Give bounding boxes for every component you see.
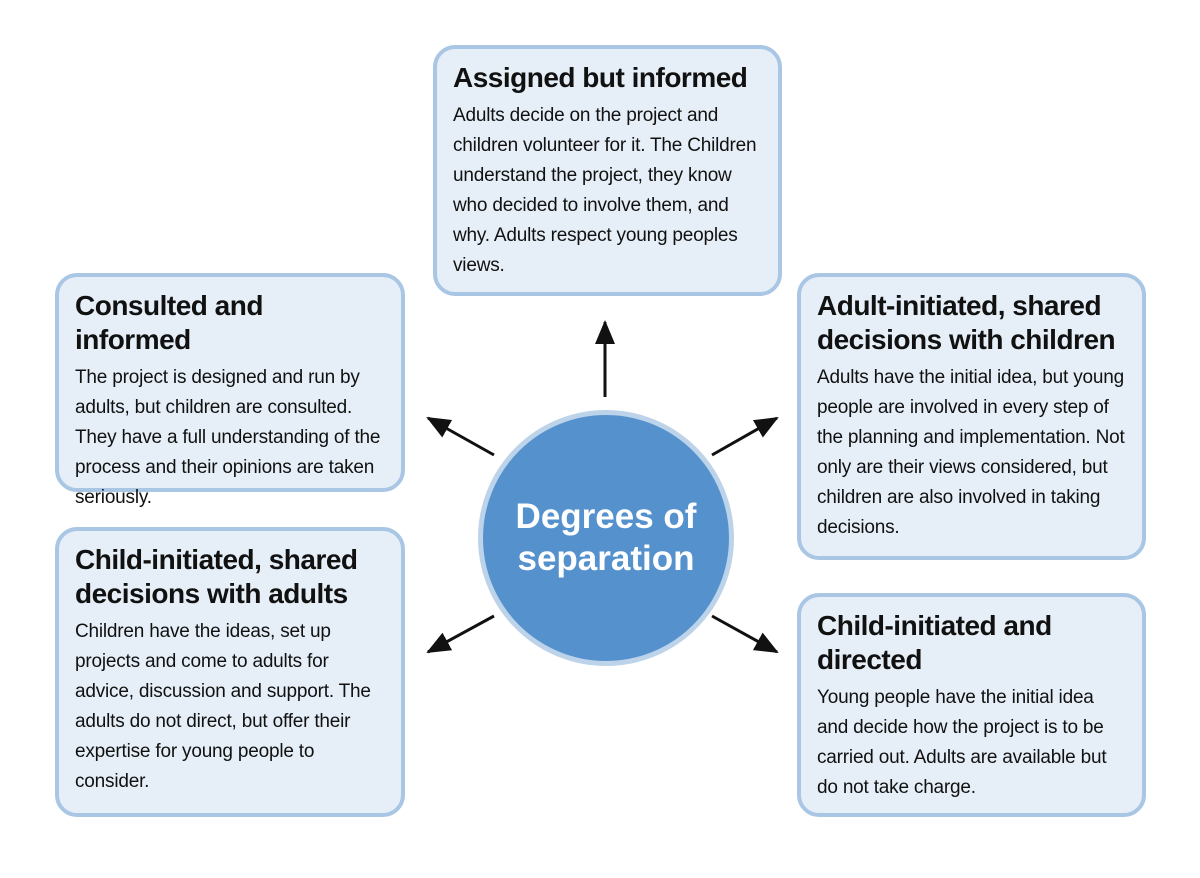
box-title: Adult-initiated, shared decisions with children [817, 290, 1116, 355]
box-adult-initiated-shared-decisions [797, 273, 1146, 560]
box-text: Young people have the initial idea and decide how the project is to be carried out. Adults are available but do not take charge. [817, 687, 1107, 798]
box-title: Child-initiated, shared decisions with adults [75, 544, 358, 609]
box-assigned-but-informed [433, 45, 782, 296]
box-child-initiated-shared-decisions [55, 527, 405, 817]
box-title: Child-initiated and directed [817, 610, 1052, 675]
box-text: Adults decide on the project and children volunteer for it. The Children understand the project, they know who decided to involve them, and why. Adults respect young peoples views. [453, 105, 757, 276]
arrow-lower-right [712, 616, 777, 652]
arrow-upper-left [428, 418, 494, 455]
box-child-initiated-and-directed [797, 593, 1146, 817]
arrow-lower-left [428, 616, 494, 652]
box-title: Consulted and informed [75, 290, 263, 355]
box-text: Adults have the initial idea, but young people are involved in every step of the planning and implementation. Not only are their views considered, but children are also involved in taking decisions. [817, 367, 1125, 538]
arrow-upper-right [712, 418, 777, 455]
box-text: Children have the ideas, set up projects and come to adults for advice, discussion and support. The adults do not direct, but offer their expertise for young people to consider. [75, 621, 371, 792]
box-text: The project is designed and run by adults, but children are consulted. They have a full understanding of the process and their opinions are taken seriously. [75, 367, 381, 508]
center-circle [478, 410, 734, 666]
center-label: Degrees of separation [515, 497, 697, 578]
box-title: Assigned but informed [453, 62, 748, 93]
box-consulted-and-informed [55, 273, 405, 508]
